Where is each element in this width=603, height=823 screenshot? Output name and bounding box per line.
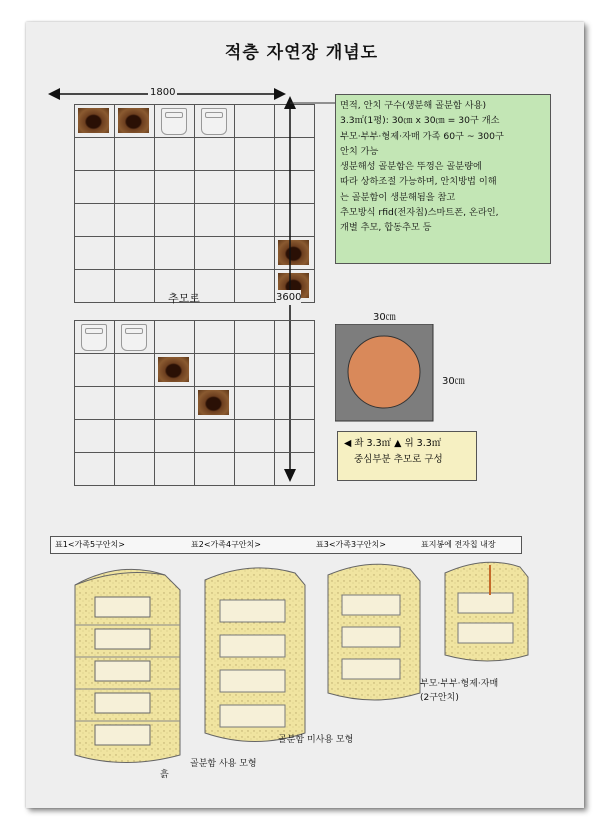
size-top-label: 30㎝ [373, 312, 396, 323]
note-line: 개별 추모, 합동추모 등 [340, 222, 432, 234]
burial-pit-icon [198, 390, 229, 415]
grid-cell [275, 354, 315, 387]
area-info-box [337, 431, 477, 481]
type-label: 표3<가족3구안치> [316, 540, 386, 549]
page-title: 적층 자연장 개념도 [224, 43, 379, 63]
grid-cell [235, 105, 275, 138]
grid-cell [275, 420, 315, 453]
grid-cell [155, 387, 195, 420]
grid-cell [155, 171, 195, 204]
note-line: 3.3㎡(1평): 30㎝ x 30㎝ = 30구 개소 [340, 115, 500, 127]
grid-cell [115, 237, 155, 270]
note-line: 생분해성 골분함은 뚜껑은 골분량에 [340, 161, 482, 173]
grid-cell [235, 204, 275, 237]
grid-cell [75, 387, 115, 420]
grid-cell [115, 204, 155, 237]
grid-cell [75, 453, 115, 486]
note-line: 는 골분함이 생분해됨을 참고 [340, 191, 456, 203]
type-label: 표지봉에 전자칩 내장 [421, 540, 496, 549]
grid-cell [235, 420, 275, 453]
grid-cell [75, 204, 115, 237]
grid-cell [115, 387, 155, 420]
soil-label: 흙 [160, 770, 169, 780]
burial-pit-icon [78, 108, 109, 133]
grid-cell [75, 321, 115, 354]
urn-icon [121, 324, 147, 351]
grid-cell [75, 138, 115, 171]
grid-cell [155, 204, 195, 237]
size-side-label: 30㎝ [442, 376, 465, 387]
grid-cell [155, 138, 195, 171]
grid-cell [195, 270, 235, 303]
grid-cell [195, 237, 235, 270]
grid-cell [75, 237, 115, 270]
burial-pit-icon [118, 108, 149, 133]
unused-model-label: 골분함 미사용 모형 [278, 735, 354, 745]
info-line: 중심부분 추모로 구성 [354, 454, 443, 465]
note-line: 면적, 안치 구수(생분해 골분함 사용) [340, 100, 487, 111]
model-four-slot [205, 568, 305, 742]
family-count-label: (2구안치) [420, 693, 459, 703]
info-line: ◀ 좌 3.3㎡ ▲ 위 3.3㎡ [344, 438, 442, 449]
grid-cell [275, 321, 315, 354]
grid-cell [235, 237, 275, 270]
grid-cell [155, 354, 195, 387]
grid-cell [235, 453, 275, 486]
model-three-slot [328, 564, 420, 700]
grid-cell [235, 321, 275, 354]
grid-cell [235, 138, 275, 171]
plot-size-diagram [335, 324, 435, 424]
width-label: 1800 [150, 87, 176, 98]
grid-cell [195, 420, 235, 453]
note-line: 안치 가능 [340, 145, 379, 157]
grid-cell [195, 321, 235, 354]
grid-cell [75, 171, 115, 204]
grid-cell [155, 321, 195, 354]
note-line: 추모방식 rfid(전자칩)스마트폰, 온라인, [340, 207, 499, 219]
grid-cell [115, 321, 155, 354]
note-connector [290, 98, 340, 108]
type-label: 표2<가족4구안치> [191, 540, 261, 549]
grid-cell [195, 453, 235, 486]
grid-cell [155, 420, 195, 453]
grid-cell [115, 420, 155, 453]
grid-cell [195, 138, 235, 171]
urn-icon [161, 108, 187, 135]
grid-cell [235, 171, 275, 204]
notes-panel [335, 94, 551, 264]
used-model-label: 골분함 사용 모형 [190, 759, 257, 769]
grid-cell [115, 105, 155, 138]
grid-cell [275, 387, 315, 420]
grid-cell [75, 105, 115, 138]
height-label: 3600 [276, 292, 302, 303]
type-label: 표1<가족5구안치> [55, 540, 125, 549]
grid-cell [115, 270, 155, 303]
grid-cell [235, 270, 275, 303]
grid-cell [115, 453, 155, 486]
grid-cell [195, 387, 235, 420]
family-label: 부모·부부·형제·자매 [420, 679, 499, 689]
grid-cell [115, 354, 155, 387]
grid-cell [75, 270, 115, 303]
bottom-plot-grid [74, 320, 315, 486]
grid-cell [195, 204, 235, 237]
top-plot-grid [74, 104, 315, 303]
grid-cell [155, 105, 195, 138]
urn-icon [201, 108, 227, 135]
model-two-slot [445, 562, 528, 661]
burial-pit-icon [158, 357, 189, 382]
grid-cell [115, 138, 155, 171]
grid-cell [75, 354, 115, 387]
grid-cell [275, 453, 315, 486]
urn-icon [81, 324, 107, 351]
grid-cell [195, 171, 235, 204]
grid-cell [75, 420, 115, 453]
note-line: 따라 상하조절 가능하며, 안치방법 이해 [340, 176, 497, 188]
grid-cell [115, 171, 155, 204]
grid-cell [235, 387, 275, 420]
model-five-slot [75, 569, 180, 762]
grid-cell [195, 354, 235, 387]
grid-cell [235, 354, 275, 387]
note-line: 부모·부부·형제·자매 가족 60구 ~ 300구 [340, 130, 504, 142]
grid-cell [155, 237, 195, 270]
grid-cell [195, 105, 235, 138]
model-type-bar [50, 536, 522, 554]
grid-cell [155, 453, 195, 486]
path-label: 추모로 [168, 292, 200, 305]
